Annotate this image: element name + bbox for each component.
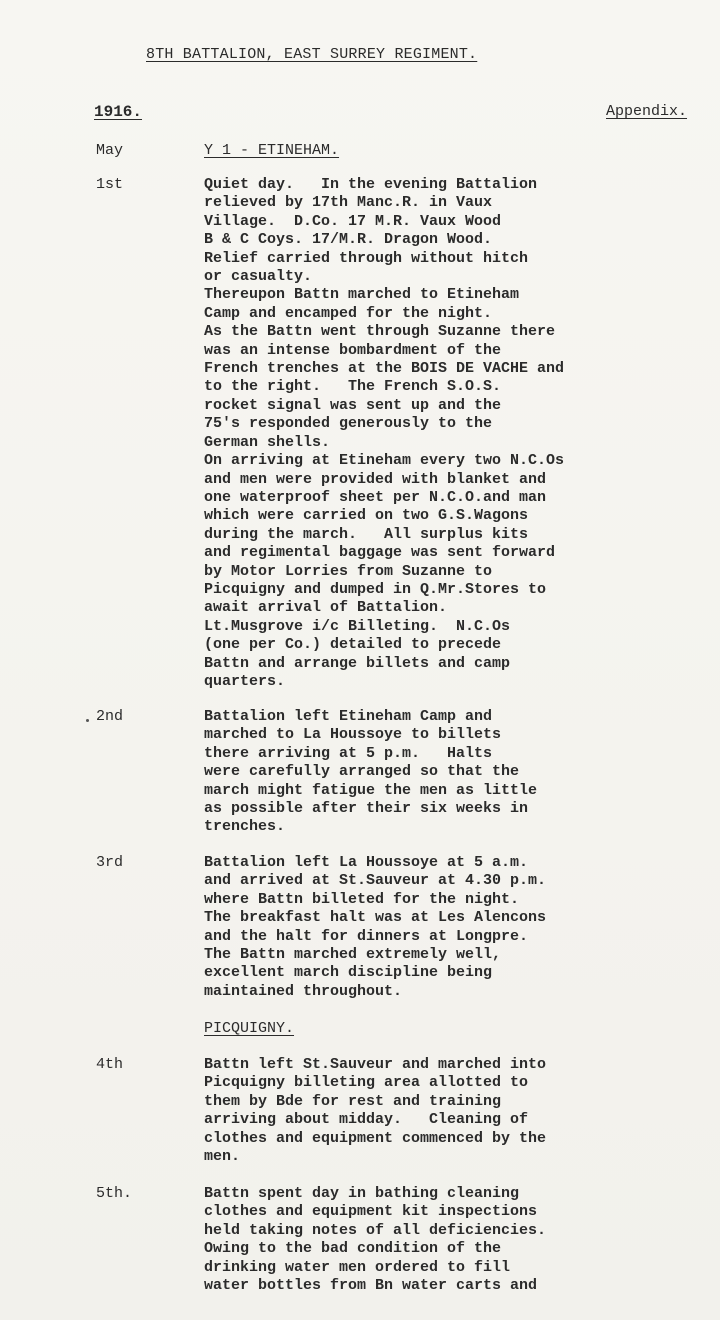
entry-text	[204, 854, 546, 1001]
text-line: Village. D.Co. 17 M.R. Vaux Wood	[204, 212, 502, 230]
text-line: were carefully arranged so that the	[204, 763, 520, 781]
text-line: maintained throughout.	[204, 982, 403, 1000]
entry-date: 2nd	[96, 708, 124, 725]
text-line: Picquigny and dumped in Q.Mr.Stores to	[204, 580, 547, 598]
text-line: Battn left St.Sauveur and marched into	[204, 1056, 547, 1073]
text-line: Camp and encamped for the night.	[204, 304, 493, 322]
text-line: trenches.	[204, 818, 286, 836]
entry-text	[204, 1056, 546, 1166]
text-line: (one per Co.) detailed to precede	[204, 636, 502, 654]
text-line: B & C Coys. 17/M.R. Dragon Wood.	[204, 231, 493, 249]
text-line: As the Battn went through Suzanne there	[204, 323, 556, 341]
entry-text	[204, 708, 537, 837]
text-line: German shells.	[204, 433, 331, 451]
text-line: French trenches at the BOIS DE VACHE and	[204, 360, 565, 378]
text-line: The Battn marched extremely well,	[204, 946, 502, 964]
text-line: held taking notes of all deficiencies.	[204, 1221, 547, 1239]
entry-text	[204, 1185, 546, 1295]
text-line: or casualty.	[204, 268, 313, 286]
document-title: 8TH BATTALION, EAST SURREY REGIMENT.	[146, 46, 478, 63]
entry-date: 1st	[96, 176, 124, 193]
text-line: them by Bde for rest and training	[204, 1092, 502, 1110]
text-line: marched to La Houssoye to billets	[204, 726, 502, 744]
text-line: Battalion left Etineham Camp and	[204, 708, 493, 725]
text-line: clothes and equipment kit inspections	[204, 1203, 538, 1221]
text-line: drinking water men ordered to fill	[204, 1258, 511, 1276]
text-line: there arriving at 5 p.m. Halts	[204, 744, 493, 762]
text-line: Owing to the bad condition of the	[204, 1240, 502, 1258]
margin-mark	[86, 719, 89, 722]
text-line: Picquigny billeting area allotted to	[204, 1074, 529, 1092]
text-line: arriving about midday. Cleaning of	[204, 1111, 529, 1129]
text-line: Lt.Musgrove i/c Billeting. N.C.Os	[204, 617, 511, 635]
text-line: water bottles from Bn water carts and	[204, 1277, 538, 1295]
text-line: where Battn billeted for the night.	[204, 890, 520, 908]
text-line: Quiet day. In the evening Battalion	[204, 176, 538, 193]
text-line: one waterproof sheet per N.C.O.and man	[204, 488, 547, 506]
text-line: The breakfast halt was at Les Alencons	[204, 909, 547, 927]
text-line: which were carried on two G.S.Wagons	[204, 507, 529, 525]
text-line: clothes and equipment commenced by the	[204, 1129, 547, 1147]
text-line: to the right. The French S.O.S.	[204, 378, 502, 396]
text-line: as possible after their six weeks in	[204, 800, 529, 818]
year-heading: 1916.	[94, 103, 143, 121]
text-line: and regimental baggage was sent forward	[204, 544, 556, 562]
entry-date: 5th.	[96, 1185, 133, 1202]
text-line: rocket signal was sent up and the	[204, 396, 502, 414]
text-line: Thereupon Battn marched to Etineham	[204, 286, 520, 304]
text-line: was an intense bombardment of the	[204, 341, 502, 359]
entry-date: 3rd	[96, 854, 124, 871]
text-line: On arriving at Etineham every two N.C.Os	[204, 452, 565, 470]
text-line: await arrival of Battalion.	[204, 599, 448, 617]
text-line: during the march. All surplus kits	[204, 525, 529, 543]
text-line: march might fatigue the men as little	[204, 781, 538, 799]
text-line: quarters.	[204, 672, 286, 690]
text-line: men.	[204, 1148, 241, 1166]
month-label: May	[96, 142, 124, 159]
location-heading-picquigny: PICQUIGNY.	[204, 1020, 295, 1037]
text-line: excellent march discipline being	[204, 964, 493, 982]
text-line: relieved by 17th Manc.R. in Vaux	[204, 194, 493, 212]
text-line: by Motor Lorries from Suzanne to	[204, 562, 493, 580]
text-line: Battalion left La Houssoye at 5 a.m.	[204, 854, 529, 871]
text-line: 75's responded generously to the	[204, 415, 493, 433]
location-heading-etineham: Y 1 - ETINEHAM.	[204, 142, 340, 159]
text-line: and arrived at St.Sauveur at 4.30 p.m.	[204, 872, 547, 890]
text-line: Battn and arrange billets and camp	[204, 654, 511, 672]
entry-text	[204, 176, 564, 691]
text-line: Relief carried through without hitch	[204, 249, 529, 267]
entry-date: 4th	[96, 1056, 124, 1073]
appendix-label: Appendix.	[606, 103, 688, 120]
text-line: Battn spent day in bathing cleaning	[204, 1185, 520, 1202]
text-line: and the halt for dinners at Longpre.	[204, 927, 529, 945]
text-line: and men were provided with blanket and	[204, 470, 547, 488]
